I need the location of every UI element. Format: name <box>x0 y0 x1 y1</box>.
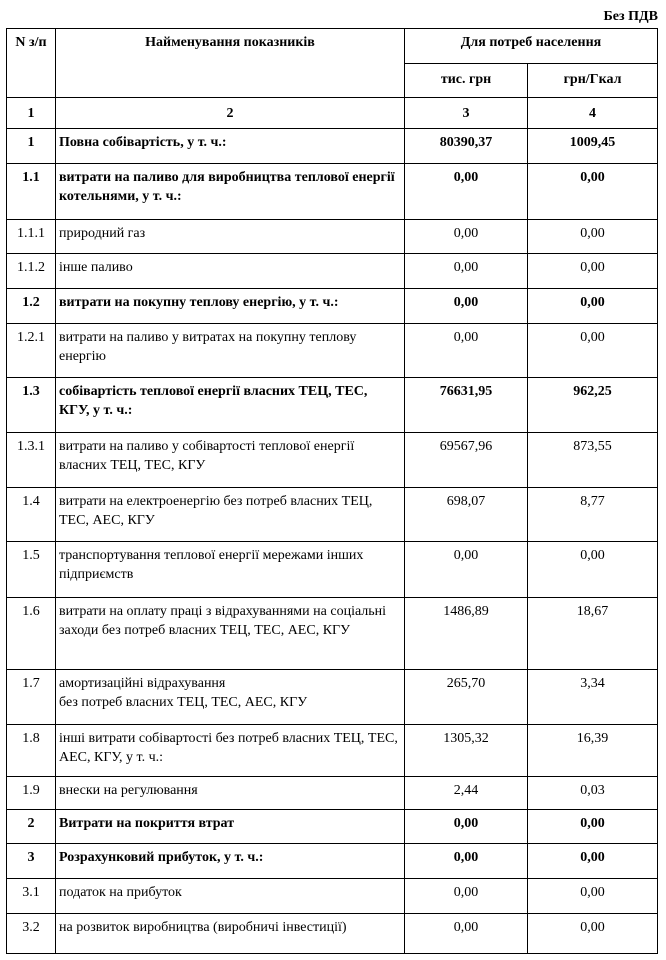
row-value-uah-per-gcal: 0,00 <box>528 879 658 914</box>
row-value-thousand-uah: 0,00 <box>405 810 528 844</box>
header-indicator-name: Найменування показників <box>56 29 405 98</box>
row-value-thousand-uah: 76631,95 <box>405 378 528 433</box>
header-population-needs: Для потреб населення <box>405 29 658 64</box>
table-row <box>7 324 658 378</box>
row-name: природний газ <box>56 220 405 254</box>
row-value-uah-per-gcal: 0,00 <box>528 324 658 378</box>
row-value-uah-per-gcal: 0,00 <box>528 914 658 954</box>
row-value-thousand-uah: 2,44 <box>405 777 528 810</box>
table-row <box>7 254 658 289</box>
row-value-uah-per-gcal: 0,03 <box>528 777 658 810</box>
row-name-line: амортизаційні відрахування <box>59 676 226 691</box>
row-name: податок на прибуток <box>56 879 405 914</box>
row-code: 1.1.2 <box>7 254 56 289</box>
cost-table <box>6 28 658 954</box>
header-uah-per-gcal: грн/Гкал <box>528 64 658 98</box>
row-value-uah-per-gcal: 16,39 <box>528 725 658 777</box>
table-row <box>7 129 658 164</box>
row-value-uah-per-gcal: 8,77 <box>528 488 658 542</box>
row-value-thousand-uah: 0,00 <box>405 844 528 879</box>
header-number: N з/п <box>7 29 56 98</box>
table-row <box>7 725 658 777</box>
row-code: 3.2 <box>7 914 56 954</box>
table-row <box>7 289 658 324</box>
row-value-thousand-uah: 265,70 <box>405 670 528 725</box>
row-name-line: без потреб власних ТЕЦ, ТЕС, АЕС, КГУ <box>59 695 308 710</box>
column-number-2: 2 <box>56 98 405 129</box>
row-name: собівартість теплової енергії власних ТЕЦ, ТЕС, КГУ, у т. ч.: <box>56 378 405 433</box>
row-name: витрати на паливо у витратах на покупну теплову енергію <box>56 324 405 378</box>
row-value-thousand-uah: 0,00 <box>405 914 528 954</box>
table-row <box>7 598 658 670</box>
table-row <box>7 488 658 542</box>
column-number-3: 3 <box>405 98 528 129</box>
row-value-uah-per-gcal: 0,00 <box>528 289 658 324</box>
table-row <box>7 220 658 254</box>
row-value-uah-per-gcal: 18,67 <box>528 598 658 670</box>
row-value-uah-per-gcal: 0,00 <box>528 254 658 289</box>
row-code: 1.7 <box>7 670 56 725</box>
row-name: інше паливо <box>56 254 405 289</box>
row-value-thousand-uah: 1486,89 <box>405 598 528 670</box>
row-value-thousand-uah: 0,00 <box>405 324 528 378</box>
row-value-thousand-uah: 1305,32 <box>405 725 528 777</box>
table-row <box>7 844 658 879</box>
table-row <box>7 879 658 914</box>
row-code: 1.3 <box>7 378 56 433</box>
row-value-uah-per-gcal: 0,00 <box>528 220 658 254</box>
column-number-4: 4 <box>528 98 658 129</box>
table-row <box>7 914 658 954</box>
row-value-thousand-uah: 0,00 <box>405 220 528 254</box>
row-name: Розрахунковий прибуток, у т. ч.: <box>56 844 405 879</box>
table-row <box>7 542 658 598</box>
row-value-thousand-uah: 0,00 <box>405 164 528 220</box>
row-code: 1.2 <box>7 289 56 324</box>
row-name: інші витрати собівартості без потреб власних ТЕЦ, ТЕС, АЕС, КГУ, у т. ч.: <box>56 725 405 777</box>
row-value-thousand-uah: 69567,96 <box>405 433 528 488</box>
row-code: 1.1.1 <box>7 220 56 254</box>
row-code: 1.4 <box>7 488 56 542</box>
table-row <box>7 810 658 844</box>
row-code: 3.1 <box>7 879 56 914</box>
row-value-uah-per-gcal: 0,00 <box>528 164 658 220</box>
row-name <box>56 670 405 725</box>
row-code: 1.3.1 <box>7 433 56 488</box>
row-code: 1.9 <box>7 777 56 810</box>
row-name: на розвиток виробництва (виробничі інвестиції) <box>56 914 405 954</box>
table-row <box>7 670 658 725</box>
vat-note: Без ПДВ <box>603 9 658 24</box>
row-name: витрати на електроенергію без потреб власних ТЕЦ, ТЕС, АЕС, КГУ <box>56 488 405 542</box>
row-code: 1.6 <box>7 598 56 670</box>
row-code: 1.1 <box>7 164 56 220</box>
row-value-uah-per-gcal: 0,00 <box>528 810 658 844</box>
row-value-uah-per-gcal: 1009,45 <box>528 129 658 164</box>
row-value-thousand-uah: 698,07 <box>405 488 528 542</box>
row-value-thousand-uah: 80390,37 <box>405 129 528 164</box>
row-code: 1.2.1 <box>7 324 56 378</box>
row-value-thousand-uah: 0,00 <box>405 542 528 598</box>
row-name: витрати на паливо у собівартості теплової енергії власних ТЕЦ, ТЕС, КГУ <box>56 433 405 488</box>
row-value-uah-per-gcal: 3,34 <box>528 670 658 725</box>
table-row <box>7 433 658 488</box>
table-row <box>7 777 658 810</box>
row-value-thousand-uah: 0,00 <box>405 289 528 324</box>
row-name: Повна собівартість, у т. ч.: <box>56 129 405 164</box>
row-code: 3 <box>7 844 56 879</box>
row-name: Витрати на покриття втрат <box>56 810 405 844</box>
table-row <box>7 164 658 220</box>
row-value-uah-per-gcal: 0,00 <box>528 542 658 598</box>
row-code: 1 <box>7 129 56 164</box>
header-thousand-uah: тис. грн <box>405 64 528 98</box>
row-code: 2 <box>7 810 56 844</box>
row-name: витрати на покупну теплову енергію, у т. ч.: <box>56 289 405 324</box>
row-name: витрати на оплату праці з відрахуваннями на соціальні заходи без потреб власних ТЕЦ, ТЕС, АЕС, КГУ <box>56 598 405 670</box>
row-name: внески на регулювання <box>56 777 405 810</box>
row-value-uah-per-gcal: 962,25 <box>528 378 658 433</box>
row-value-uah-per-gcal: 873,55 <box>528 433 658 488</box>
table-row <box>7 378 658 433</box>
row-name: витрати на паливо для виробництва теплової енергії котельнями, у т. ч.: <box>56 164 405 220</box>
column-number-1: 1 <box>7 98 56 129</box>
row-code: 1.5 <box>7 542 56 598</box>
row-code: 1.8 <box>7 725 56 777</box>
row-name: транспортування теплової енергії мережами інших підприємств <box>56 542 405 598</box>
row-value-thousand-uah: 0,00 <box>405 879 528 914</box>
row-value-uah-per-gcal: 0,00 <box>528 844 658 879</box>
row-value-thousand-uah: 0,00 <box>405 254 528 289</box>
